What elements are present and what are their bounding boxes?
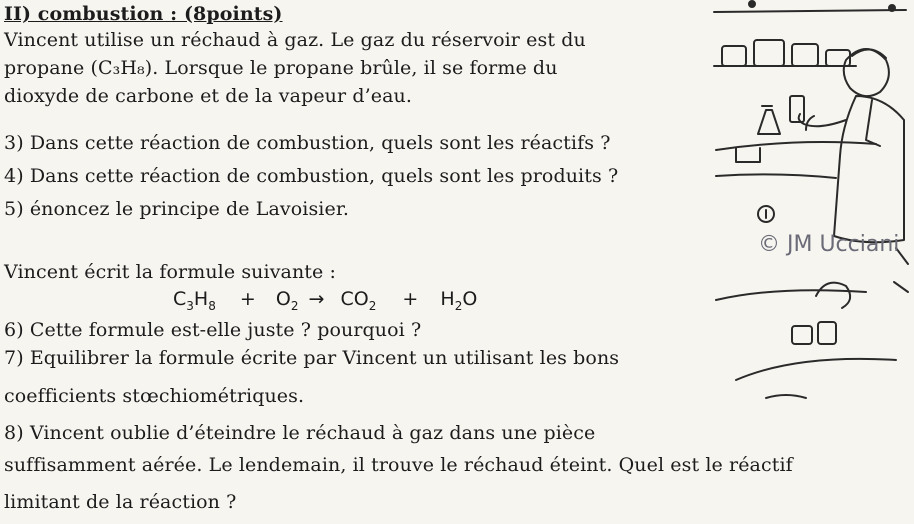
intro-line-2: propane (C₃H₈). Lorsque le propane brûle, il se forme du xyxy=(4,57,558,79)
question-6: 6) Cette formule est-elle juste ? pourquoi ? xyxy=(4,319,422,341)
question-3: 3) Dans cette réaction de combustion, quels sont les réactifs ? xyxy=(4,132,611,154)
question-7-line-2: coefficients stœchiométriques. xyxy=(4,385,305,407)
product-co2: $CO_2$ xyxy=(340,288,377,313)
question-8-line-2: suffisamment aérée. Le lendemain, il trouve le réchaud éteint. Quel est le réactif xyxy=(4,454,793,476)
product-water: $H_2O$ xyxy=(440,288,478,313)
plus-sign: + xyxy=(402,288,419,310)
illustration-credit: © JM Ucciani xyxy=(758,232,900,257)
section-title: II) combustion : (8points) xyxy=(4,3,283,25)
question-8-line-1: 8) Vincent oublie d’éteindre le réchaud à gaz dans une pièce xyxy=(4,422,596,444)
question-5: 5) énoncez le principe de Lavoisier. xyxy=(4,198,350,220)
question-7-line-1: 7) Equilibrer la formule écrite par Vincent un utilisant les bons xyxy=(4,347,620,369)
formula-intro: Vincent écrit la formule suivante : xyxy=(4,261,337,283)
chemist-illustration-icon xyxy=(706,0,914,420)
chemical-equation xyxy=(173,286,477,319)
plus-sign: + xyxy=(239,288,256,310)
question-4: 4) Dans cette réaction de combustion, quels sont les produits ? xyxy=(4,165,619,187)
reaction-arrow: → xyxy=(308,288,325,310)
intro-line-3: dioxyde de carbone et de la vapeur d’eau. xyxy=(4,85,412,107)
reactant-propane: $C_3H_8$ xyxy=(173,288,216,313)
reactant-oxygen: $O_2$ xyxy=(275,288,299,313)
question-8-line-3: limitant de la réaction ? xyxy=(4,491,237,513)
intro-line-1: Vincent utilise un réchaud à gaz. Le gaz du réservoir est du xyxy=(4,29,586,51)
